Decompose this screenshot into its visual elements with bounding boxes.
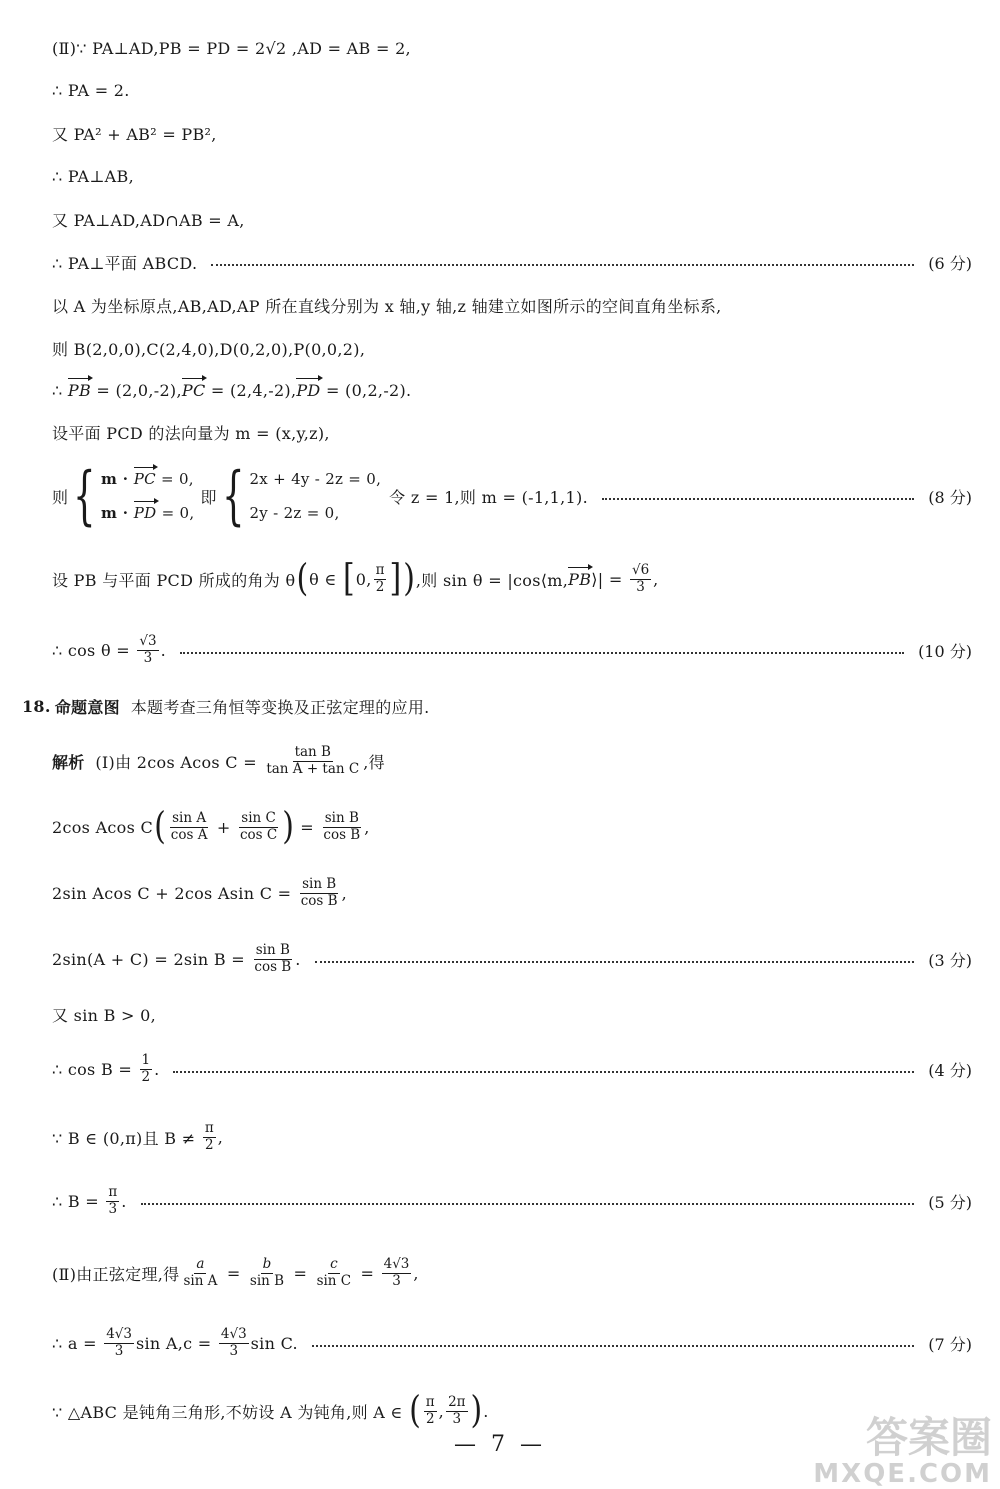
dot-leader <box>211 264 914 266</box>
fraction: $\frac{\pi}{2}$ <box>204 1119 214 1153</box>
fraction: $\frac{\text{sin C}}{\text{cos C}}$ <box>239 809 278 843</box>
fraction: $\frac{4√3}{3}$ <box>383 1255 410 1289</box>
fraction: $\frac{c}{\text{sin C}}$ <box>316 1255 352 1289</box>
vector-pd: PD <box>296 380 321 400</box>
vector-pb: PB <box>568 569 592 589</box>
line-11-system: 则 { m · PC = 0, m · PD = 0, 即 { 2x + 4y - 2z = 0, 2y - 2z = 0, 令 z = 1,则 m = (-1,1,1). (8 分) <box>52 459 972 533</box>
line-8: 则 B(2,0,0),C(2,4,0),D(0,2,0),P(0,0,2), <box>52 339 366 359</box>
solution-line-4: 2sin(A + C) = 2sin B = $\frac{\text{sin B}}{\text{cos B}}$ . (3 分) <box>52 941 972 975</box>
solution-line-1: 解析 (Ⅰ)由 2cos Acos C = $\frac{\text{tan B}}{\text{tan A + tan C}}$ ,得 <box>52 743 385 777</box>
solution-line-11: ∵ △ABC 是钝角三角形,不妨设 A 为钝角,则 A ∈ ( $\frac{\pi}{2}$ , $\frac{2\pi}{3}$ ) . <box>52 1388 489 1433</box>
line-13: ∴ cos θ = $\frac{√3}{3}$ . (10 分) <box>52 632 972 666</box>
fraction: $\frac{√3}{3}$ <box>139 632 157 666</box>
page-number: — 7 — <box>454 1432 546 1457</box>
score-label: (10 分) <box>918 641 972 661</box>
dot-leader <box>180 652 904 654</box>
question-number: 18. <box>22 696 51 716</box>
fraction: $\frac{1}{2}$ <box>141 1051 151 1085</box>
fraction: $\frac{\pi}{2}$ <box>375 561 385 595</box>
fraction: $\frac{b}{\text{sin B}}$ <box>249 1255 285 1289</box>
fraction: $\frac{\text{sin B}}{\text{cos B}}$ <box>323 809 361 843</box>
equation-system-1: m · PC = 0, m · PD = 0, <box>101 470 195 522</box>
line-7: 以 A 为坐标原点,AB,AD,AP 所在直线分别为 x 轴,y 轴,z 轴建立如图所示的空间直角坐标系, <box>52 296 722 316</box>
score-label: (8 分) <box>928 487 972 507</box>
fraction: $\frac{\pi}{3}$ <box>108 1183 118 1217</box>
score-label: (5 分) <box>928 1192 972 1212</box>
fraction: $\frac{a}{\text{sin A}}$ <box>183 1255 218 1289</box>
line-6: ∴ PA⊥平面 ABCD. (6 分) <box>52 242 972 282</box>
dot-leader <box>602 498 914 500</box>
solution-line-9: (Ⅱ)由正弦定理,得 $\frac{a}{\text{sin A}}$ = $\frac{b}{\text{sin B}}$ = $\frac{c}{\text{sin C}}$ = $\frac{4√3}{3}$ , <box>52 1255 419 1289</box>
fraction: $\frac{√6}{3}$ <box>631 561 650 595</box>
score-label: (6 分) <box>928 253 972 273</box>
dot-leader <box>315 961 915 963</box>
equation-system-2: 2x + 4y - 2z = 0, 2y - 2z = 0, <box>249 470 382 522</box>
solution-line-10: ∴ a = $\frac{4√3}{3}$ sin A,c = $\frac{4√3}{3}$ sin C. (7 分) <box>52 1325 972 1359</box>
dot-leader <box>312 1345 914 1347</box>
solution-line-8: ∴ B = $\frac{\pi}{3}$ . (5 分) <box>52 1183 972 1217</box>
vector-pc: PC <box>181 380 206 400</box>
watermark-logo: 答案圈 MXQE.COM <box>813 1413 992 1489</box>
fraction: $\frac{4√3}{3}$ <box>220 1325 247 1359</box>
solution-line-7: ∵ B ∈ (0,π)且 B ≠ $\frac{\pi}{2}$ , <box>52 1119 224 1153</box>
fraction: $\frac{\text{tan B}}{\text{tan A + tan C}}$ <box>266 743 360 777</box>
section-label: 解析 <box>52 752 85 772</box>
left-brace: { <box>73 459 96 533</box>
question-18-heading: 18. 命题意图 本题考查三角恒等变换及正弦定理的应用. <box>22 696 430 717</box>
solution-line-3: 2sin Acos C + 2cos Asin C = $\frac{\text{sin B}}{\text{cos B}}$ , <box>52 875 347 909</box>
line-9: ∴ PB = (2,0,-2), PC = (2,4,-2), PD = (0,2,-2). <box>52 380 412 400</box>
score-label: (4 分) <box>928 1060 972 1080</box>
line-4: ∴ PA⊥AB, <box>52 166 134 186</box>
fraction: $\frac{\text{sin B}}{\text{cos B}}$ <box>300 875 338 909</box>
line-5: 又 PA⊥AD,AD∩AB = A, <box>52 210 245 230</box>
section-label: 命题意图 <box>54 697 120 717</box>
score-label: (7 分) <box>928 1334 972 1354</box>
line-2: ∴ PA = 2. <box>52 80 130 100</box>
line-1: (Ⅱ)∵ PA⊥AD,PB = PD = 2√2 ,AD = AB = 2, <box>52 38 411 58</box>
left-brace: { <box>221 459 245 533</box>
fraction: $\frac{4√3}{3}$ <box>106 1325 132 1359</box>
vector-pb: PB <box>67 380 91 400</box>
solution-line-2: 2cos Acos C ( $\frac{\text{sin A}}{\text{cos A}}$ + $\frac{\text{sin C}}{\text{cos C}}$ ) = $\frac{\text{sin B}}{\text{cos B}}$ , <box>52 804 370 849</box>
fraction: $\frac{\pi}{2}$ <box>425 1393 435 1427</box>
score-label: (3 分) <box>928 950 972 970</box>
fraction: $\frac{\text{sin A}}{\text{cos A}}$ <box>170 809 208 843</box>
solution-line-6: ∴ cos B = $\frac{1}{2}$ . (4 分) <box>52 1051 972 1085</box>
dot-leader <box>141 1203 915 1205</box>
dot-leader <box>173 1071 914 1073</box>
line-10: 设平面 PCD 的法向量为 m = (x,y,z), <box>52 423 330 443</box>
line-12: 设 PB 与平面 PCD 所成的角为 θ ( θ ∈ [ 0, $\frac{\pi}{2}$ ] ) ,则 sin θ = |cos⟨m, PB ⟩| = $\frac{√6}{3}$ , <box>52 556 659 601</box>
fraction: $\frac{2\pi}{3}$ <box>448 1393 466 1427</box>
solution-line-5: 又 sin B > 0, <box>52 1005 157 1025</box>
line-3: 又 PA² + AB² = PB², <box>52 124 217 144</box>
fraction: $\frac{\text{sin B}}{\text{cos B}}$ <box>254 941 292 975</box>
